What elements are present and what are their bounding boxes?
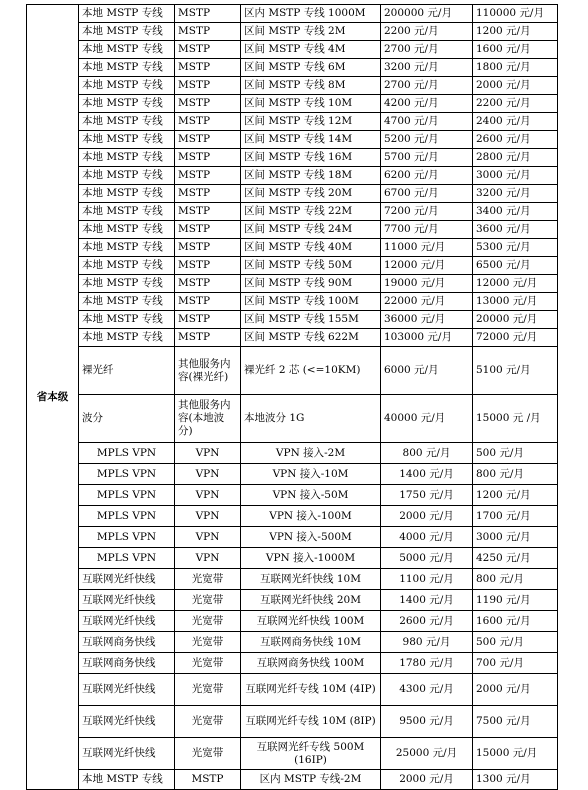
cell-type: MSTP xyxy=(175,239,241,257)
cell-name: 本地 MSTP 专线 xyxy=(79,293,175,311)
cell-name: 互联网光纤快线 xyxy=(79,611,175,632)
cell-type: 光宽带 xyxy=(175,611,241,632)
cell-price2: 800 元/月 xyxy=(473,569,558,590)
cell-price2: 72000 元/月 xyxy=(473,329,558,347)
table-row xyxy=(27,674,558,706)
table-row xyxy=(27,95,558,113)
cell-name: 本地 MSTP 专线 xyxy=(79,311,175,329)
cell-type: MSTP xyxy=(175,311,241,329)
cell-spec: 裸光纤 2 芯 (<=10KM) xyxy=(241,347,381,395)
cell-price2: 800 元/月 xyxy=(473,464,558,485)
table-row xyxy=(27,329,558,347)
cell-spec: VPN 接入-10M xyxy=(241,464,381,485)
cell-price2: 500 元/月 xyxy=(473,443,558,464)
cell-price1: 6700 元/月 xyxy=(381,185,473,203)
cell-spec: VPN 接入-1000M xyxy=(241,548,381,569)
cell-price1: 200000 元/月 xyxy=(381,5,473,23)
cell-price2: 5100 元/月 xyxy=(473,347,558,395)
cell-price1: 2700 元/月 xyxy=(381,77,473,95)
cell-name: MPLS VPN xyxy=(79,506,175,527)
cell-name: 本地 MSTP 专线 xyxy=(79,5,175,23)
cell-type: MSTP xyxy=(175,221,241,239)
cell-type: 光宽带 xyxy=(175,653,241,674)
cell-name: 本地 MSTP 专线 xyxy=(79,95,175,113)
cell-price1: 800 元/月 xyxy=(381,443,473,464)
cell-type: 其他服务内容(裸光纤) xyxy=(175,347,241,395)
cell-price1: 1400 元/月 xyxy=(381,464,473,485)
table-row xyxy=(27,77,558,95)
cell-type: 光宽带 xyxy=(175,738,241,770)
cell-price1: 25000 元/月 xyxy=(381,738,473,770)
cell-name: 互联网光纤快线 xyxy=(79,738,175,770)
cell-type: MSTP xyxy=(175,770,241,790)
cell-name: MPLS VPN xyxy=(79,527,175,548)
cell-type: MSTP xyxy=(175,5,241,23)
cell-price1: 2200 元/月 xyxy=(381,23,473,41)
cell-price2: 20000 元/月 xyxy=(473,311,558,329)
cell-type: MSTP xyxy=(175,59,241,77)
cell-type: 光宽带 xyxy=(175,590,241,611)
cell-price2: 7500 元/月 xyxy=(473,706,558,738)
cell-type: VPN xyxy=(175,464,241,485)
cell-price2: 3000 元/月 xyxy=(473,527,558,548)
cell-price2: 1200 元/月 xyxy=(473,485,558,506)
table-row xyxy=(27,569,558,590)
cell-type: VPN xyxy=(175,443,241,464)
cell-name: 互联网商务快线 xyxy=(79,653,175,674)
cell-name: 本地 MSTP 专线 xyxy=(79,77,175,95)
cell-type: MSTP xyxy=(175,293,241,311)
cell-spec: 区间 MSTP 专线 8M xyxy=(241,77,381,95)
cell-type: MSTP xyxy=(175,131,241,149)
cell-price1: 2000 元/月 xyxy=(381,770,473,790)
table-row xyxy=(27,395,558,443)
table-row xyxy=(27,59,558,77)
cell-spec: 区间 MSTP 专线 18M xyxy=(241,167,381,185)
table-row xyxy=(27,5,558,23)
cell-name: MPLS VPN xyxy=(79,464,175,485)
cell-type: MSTP xyxy=(175,149,241,167)
table-row xyxy=(27,167,558,185)
cell-type: MSTP xyxy=(175,167,241,185)
cell-price1: 7200 元/月 xyxy=(381,203,473,221)
table-row xyxy=(27,738,558,770)
cell-price2: 1200 元/月 xyxy=(473,23,558,41)
cell-price1: 2700 元/月 xyxy=(381,41,473,59)
cell-spec: 区间 MSTP 专线 10M xyxy=(241,95,381,113)
table-row xyxy=(27,185,558,203)
cell-price1: 4000 元/月 xyxy=(381,527,473,548)
table-row xyxy=(27,131,558,149)
table-row xyxy=(27,632,558,653)
table-row xyxy=(27,485,558,506)
cell-price1: 4300 元/月 xyxy=(381,674,473,706)
cell-name: 本地 MSTP 专线 xyxy=(79,221,175,239)
table-row xyxy=(27,706,558,738)
cell-spec: 区间 MSTP 专线 14M xyxy=(241,131,381,149)
cell-name: 本地 MSTP 专线 xyxy=(79,275,175,293)
level-label: 省本级 xyxy=(27,5,79,790)
cell-spec: 区间 MSTP 专线 2M xyxy=(241,23,381,41)
cell-price2: 3000 元/月 xyxy=(473,167,558,185)
cell-name: 互联网光纤快线 xyxy=(79,674,175,706)
cell-price2: 12000 元/月 xyxy=(473,275,558,293)
cell-price1: 103000 元/月 xyxy=(381,329,473,347)
cell-spec: VPN 接入-50M xyxy=(241,485,381,506)
cell-spec: 本地波分 1G xyxy=(241,395,381,443)
cell-price1: 36000 元/月 xyxy=(381,311,473,329)
cell-price2: 1190 元/月 xyxy=(473,590,558,611)
cell-type: MSTP xyxy=(175,41,241,59)
cell-name: 本地 MSTP 专线 xyxy=(79,257,175,275)
cell-price2: 2800 元/月 xyxy=(473,149,558,167)
cell-price1: 1100 元/月 xyxy=(381,569,473,590)
cell-spec: 互联网光纤快线 100M xyxy=(241,611,381,632)
cell-type: VPN xyxy=(175,548,241,569)
table-row xyxy=(27,611,558,632)
table-row xyxy=(27,506,558,527)
cell-price1: 11000 元/月 xyxy=(381,239,473,257)
cell-price1: 5700 元/月 xyxy=(381,149,473,167)
cell-price2: 2200 元/月 xyxy=(473,95,558,113)
cell-price1: 980 元/月 xyxy=(381,632,473,653)
cell-name: 波分 xyxy=(79,395,175,443)
cell-spec: VPN 接入-100M xyxy=(241,506,381,527)
cell-price2: 15000 元 /月 xyxy=(473,395,558,443)
cell-price1: 22000 元/月 xyxy=(381,293,473,311)
cell-name: 互联网光纤快线 xyxy=(79,590,175,611)
cell-price2: 1300 元/月 xyxy=(473,770,558,790)
cell-price1: 2600 元/月 xyxy=(381,611,473,632)
cell-price2: 1600 元/月 xyxy=(473,41,558,59)
cell-spec: 互联网商务快线 100M xyxy=(241,653,381,674)
cell-price1: 1780 元/月 xyxy=(381,653,473,674)
cell-price2: 2000 元/月 xyxy=(473,77,558,95)
table-row xyxy=(27,293,558,311)
cell-spec: 区间 MSTP 专线 16M xyxy=(241,149,381,167)
table-row xyxy=(27,23,558,41)
cell-price2: 2000 元/月 xyxy=(473,674,558,706)
cell-type: VPN xyxy=(175,485,241,506)
cell-type: MSTP xyxy=(175,77,241,95)
cell-spec: VPN 接入-2M xyxy=(241,443,381,464)
cell-spec: 区间 MSTP 专线 100M xyxy=(241,293,381,311)
cell-name: MPLS VPN xyxy=(79,548,175,569)
cell-price1: 4200 元/月 xyxy=(381,95,473,113)
cell-spec: 区间 MSTP 专线 12M xyxy=(241,113,381,131)
cell-name: 本地 MSTP 专线 xyxy=(79,23,175,41)
cell-price2: 3200 元/月 xyxy=(473,185,558,203)
table-row xyxy=(27,257,558,275)
cell-price2: 2400 元/月 xyxy=(473,113,558,131)
cell-name: 本地 MSTP 专线 xyxy=(79,131,175,149)
cell-type: MSTP xyxy=(175,95,241,113)
table-row xyxy=(27,311,558,329)
table-row xyxy=(27,203,558,221)
table-row xyxy=(27,347,558,395)
cell-type: VPN xyxy=(175,506,241,527)
cell-type: MSTP xyxy=(175,185,241,203)
cell-spec: 互联网光纤专线 500M (16IP) xyxy=(241,738,381,770)
table-row xyxy=(27,41,558,59)
cell-price2: 13000 元/月 xyxy=(473,293,558,311)
cell-price1: 6000 元/月 xyxy=(381,347,473,395)
cell-spec: 区间 MSTP 专线 50M xyxy=(241,257,381,275)
table-row xyxy=(27,653,558,674)
cell-spec: 区内 MSTP 专线-2M xyxy=(241,770,381,790)
cell-spec: 区间 MSTP 专线 622M xyxy=(241,329,381,347)
cell-price2: 1800 元/月 xyxy=(473,59,558,77)
cell-spec: 区间 MSTP 专线 4M xyxy=(241,41,381,59)
cell-price2: 3400 元/月 xyxy=(473,203,558,221)
cell-price1: 3200 元/月 xyxy=(381,59,473,77)
cell-price2: 15000 元/月 xyxy=(473,738,558,770)
cell-spec: 互联网光纤专线 10M (8IP) xyxy=(241,706,381,738)
cell-name: 本地 MSTP 专线 xyxy=(79,185,175,203)
cell-price1: 5200 元/月 xyxy=(381,131,473,149)
cell-spec: 互联网商务快线 10M xyxy=(241,632,381,653)
table-row xyxy=(27,590,558,611)
table-row xyxy=(27,113,558,131)
cell-price2: 1600 元/月 xyxy=(473,611,558,632)
cell-type: MSTP xyxy=(175,23,241,41)
cell-type: MSTP xyxy=(175,113,241,131)
cell-name: 裸光纤 xyxy=(79,347,175,395)
cell-price1: 40000 元/月 xyxy=(381,395,473,443)
cell-type: 光宽带 xyxy=(175,706,241,738)
cell-spec: 区间 MSTP 专线 155M xyxy=(241,311,381,329)
cell-spec: 区间 MSTP 专线 22M xyxy=(241,203,381,221)
table-row xyxy=(27,443,558,464)
cell-price2: 1700 元/月 xyxy=(473,506,558,527)
table-row xyxy=(27,464,558,485)
cell-type: MSTP xyxy=(175,329,241,347)
cell-type: 光宽带 xyxy=(175,674,241,706)
cell-price2: 4250 元/月 xyxy=(473,548,558,569)
cell-type: MSTP xyxy=(175,257,241,275)
cell-price1: 12000 元/月 xyxy=(381,257,473,275)
cell-spec: 互联网光纤快线 20M xyxy=(241,590,381,611)
cell-spec: 互联网光纤快线 10M xyxy=(241,569,381,590)
cell-spec: 区间 MSTP 专线 20M xyxy=(241,185,381,203)
cell-name: 本地 MSTP 专线 xyxy=(79,167,175,185)
cell-name: 本地 MSTP 专线 xyxy=(79,41,175,59)
cell-price1: 1750 元/月 xyxy=(381,485,473,506)
cell-name: 本地 MSTP 专线 xyxy=(79,59,175,77)
cell-type: 光宽带 xyxy=(175,632,241,653)
cell-price2: 500 元/月 xyxy=(473,632,558,653)
table-row xyxy=(27,221,558,239)
table-row xyxy=(27,527,558,548)
cell-name: 本地 MSTP 专线 xyxy=(79,770,175,790)
cell-spec: 区间 MSTP 专线 90M xyxy=(241,275,381,293)
cell-name: 本地 MSTP 专线 xyxy=(79,239,175,257)
cell-price1: 7700 元/月 xyxy=(381,221,473,239)
cell-name: 本地 MSTP 专线 xyxy=(79,149,175,167)
cell-name: 互联网光纤快线 xyxy=(79,569,175,590)
cell-price1: 6200 元/月 xyxy=(381,167,473,185)
cell-type: VPN xyxy=(175,527,241,548)
cell-spec: 区间 MSTP 专线 40M xyxy=(241,239,381,257)
cell-price1: 4700 元/月 xyxy=(381,113,473,131)
table-row xyxy=(27,548,558,569)
price-table xyxy=(26,4,558,790)
cell-spec: VPN 接入-500M xyxy=(241,527,381,548)
cell-price2: 2600 元/月 xyxy=(473,131,558,149)
cell-spec: 区间 MSTP 专线 6M xyxy=(241,59,381,77)
table-row xyxy=(27,239,558,257)
cell-name: 本地 MSTP 专线 xyxy=(79,113,175,131)
cell-price1: 5000 元/月 xyxy=(381,548,473,569)
cell-name: MPLS VPN xyxy=(79,443,175,464)
cell-spec: 互联网光纤专线 10M (4IP) xyxy=(241,674,381,706)
cell-price2: 700 元/月 xyxy=(473,653,558,674)
cell-price1: 2000 元/月 xyxy=(381,506,473,527)
cell-type: MSTP xyxy=(175,275,241,293)
cell-name: MPLS VPN xyxy=(79,485,175,506)
cell-price2: 3600 元/月 xyxy=(473,221,558,239)
cell-spec: 区间 MSTP 专线 24M xyxy=(241,221,381,239)
cell-type: MSTP xyxy=(175,203,241,221)
cell-name: 本地 MSTP 专线 xyxy=(79,329,175,347)
price-table-body xyxy=(27,5,558,790)
cell-spec: 区内 MSTP 专线 1000M xyxy=(241,5,381,23)
cell-type: 光宽带 xyxy=(175,569,241,590)
cell-name: 本地 MSTP 专线 xyxy=(79,203,175,221)
cell-name: 互联网商务快线 xyxy=(79,632,175,653)
cell-price2: 110000 元/月 xyxy=(473,5,558,23)
table-row xyxy=(27,275,558,293)
cell-name: 互联网光纤快线 xyxy=(79,706,175,738)
cell-price1: 1400 元/月 xyxy=(381,590,473,611)
cell-price1: 19000 元/月 xyxy=(381,275,473,293)
cell-type: 其他服务内容(本地波分) xyxy=(175,395,241,443)
table-row xyxy=(27,149,558,167)
cell-price2: 6500 元/月 xyxy=(473,257,558,275)
cell-price2: 5300 元/月 xyxy=(473,239,558,257)
cell-price1: 9500 元/月 xyxy=(381,706,473,738)
